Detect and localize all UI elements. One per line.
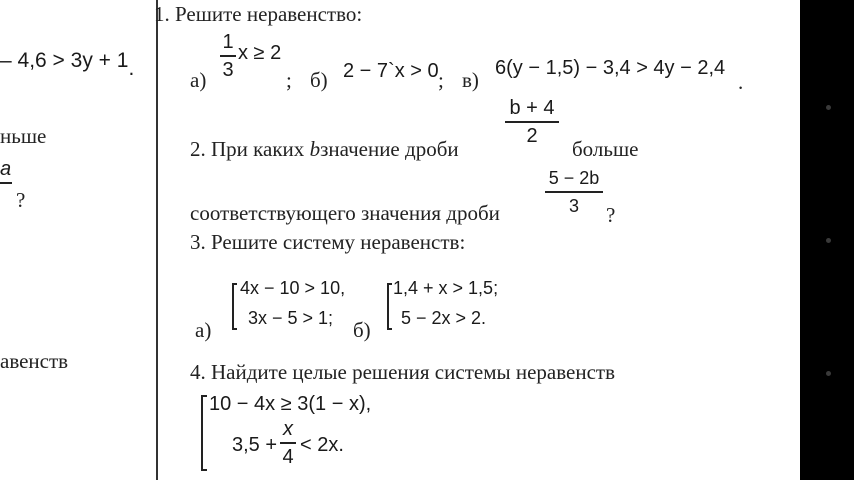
- task2-text1: 2. При каких: [190, 137, 305, 161]
- task4-brace-line: [201, 395, 203, 470]
- task2-frac2-bar: [545, 191, 603, 193]
- task4-frac-bar: [280, 442, 296, 444]
- task1-b-expr: 2 − 7`x > 0: [343, 60, 439, 82]
- task2-qmark: ?: [606, 203, 616, 227]
- task4-frac-den: 4: [282, 445, 294, 468]
- task3-b-brace-bottom: [387, 328, 392, 330]
- task3-b-line2: 5 − 2x > 2.: [401, 308, 487, 328]
- task1-a-bar: [220, 55, 236, 57]
- task1-a-label: а): [190, 68, 207, 92]
- task4-title: 4. Найдите целые решения системы неравенств: [190, 360, 615, 384]
- task1-title: 1. Решите неравенство:: [154, 2, 363, 26]
- task3-a-line1: 4x − 10 > 10,: [240, 278, 346, 298]
- viewer-dot-1[interactable]: [826, 105, 831, 110]
- task2-frac1-bar: [505, 121, 559, 123]
- task2-frac1: [505, 97, 559, 147]
- task3-a-label: а): [195, 318, 212, 342]
- task4-brace-bottom: [201, 469, 207, 471]
- task2-frac1-den: 2: [526, 124, 538, 147]
- task1-a-rest: x ≥ 2: [238, 42, 282, 64]
- viewer-dot-2[interactable]: [826, 238, 831, 243]
- task4-frac-num: x: [283, 418, 293, 440]
- left-word-neravenstv: авенств: [0, 349, 69, 373]
- task4-line2-post: < 2x.: [300, 434, 344, 456]
- task1-b-sep: ;: [438, 68, 444, 92]
- task1-a-den: 3: [222, 58, 234, 81]
- task4-line2-pre: 3,5 +: [232, 434, 278, 456]
- task1-a-sep: ;: [286, 68, 292, 92]
- task2-text-start: [190, 137, 459, 162]
- left-qmark: ?: [16, 188, 26, 212]
- task1-a-fraction: [220, 31, 236, 81]
- task2-frac2-den: 3: [568, 195, 579, 216]
- task1-c-label: в): [462, 68, 479, 92]
- task2-frac2-num: 5 − 2b: [548, 168, 600, 188]
- task2-text3: больше: [572, 137, 639, 161]
- task4-fraction: [280, 418, 296, 468]
- task2-text4: соответствующего значения дроби: [190, 201, 500, 225]
- task3-a-line2: 3x − 5 > 1;: [248, 308, 334, 328]
- left-inequality-end: .: [128, 57, 135, 80]
- task3-title: 3. Решите систему неравенств:: [190, 230, 466, 254]
- task2-var: b: [309, 137, 321, 161]
- task1-c-end: .: [738, 70, 744, 94]
- task3-a-brace-bottom: [232, 328, 237, 330]
- left-inequality-text: – 4,6 > 3y + 1: [0, 49, 129, 72]
- left-inequality: [0, 49, 135, 80]
- task2-frac2: [545, 167, 603, 217]
- left-word-menshe: ньше: [0, 124, 47, 148]
- left-frac-var: a: [0, 158, 12, 180]
- task3-b-brace-top: [387, 283, 392, 285]
- task1-b-label: б): [310, 68, 328, 92]
- task1-a-num: 1: [222, 31, 234, 53]
- task3-b-line1: 1,4 + x > 1,5;: [393, 278, 499, 298]
- task3-a-brace-top: [232, 283, 237, 285]
- task1-c-expr: 6(y − 1,5) − 3,4 > 4y − 2,4: [495, 57, 726, 79]
- task2-frac1-num: b + 4: [509, 97, 555, 119]
- task4-brace-top: [201, 395, 207, 397]
- task3-b-brace-line: [387, 283, 389, 329]
- task3-b-label: б): [353, 318, 371, 342]
- task2-text2: значение дроби: [320, 137, 459, 161]
- left-frac-bar: [0, 182, 12, 184]
- page-divider: [156, 0, 158, 480]
- task3-a-brace-line: [232, 283, 234, 329]
- task4-line1: 10 − 4x ≥ 3(1 − x),: [209, 393, 372, 415]
- viewer-dot-3[interactable]: [826, 371, 831, 376]
